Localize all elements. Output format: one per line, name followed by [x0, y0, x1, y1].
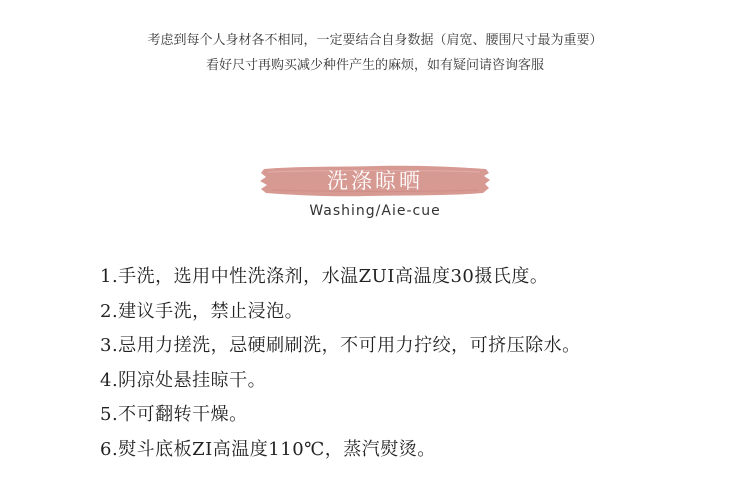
section-subtitle: Washing/Aie-cue: [309, 203, 441, 219]
size-notice-line-2: 看好尺寸再购买减少种件产生的麻烦，如有疑问请咨询客服: [205, 58, 544, 73]
size-notice-line-1: 考虑到每个人身材各不相同，一定要结合自身数据（肩宽、腰围尺寸最为重要）: [147, 33, 603, 48]
care-step-4: 4.阴凉处悬挂晾干。: [100, 369, 267, 391]
section-banner: [258, 164, 492, 198]
care-step-1: 1.手洗，选用中性洗涤剂，水温ZUI高温度30摄氏度。: [100, 266, 549, 287]
care-step-6: 6.熨斗底板ZI高温度110℃，蒸汽熨烫。: [100, 438, 436, 460]
care-step-3: 3.忌用力搓洗，忌硬刷刷洗，不可用力拧绞，可挤压除水。: [100, 335, 581, 356]
care-instructions-list: [100, 262, 581, 469]
size-notice: [0, 28, 750, 78]
care-step-2: 2.建议手洗，禁止浸泡。: [100, 300, 304, 322]
care-step-5: 5.不可翻转干燥。: [100, 404, 248, 425]
section-title: 洗涤晾晒: [327, 169, 423, 193]
